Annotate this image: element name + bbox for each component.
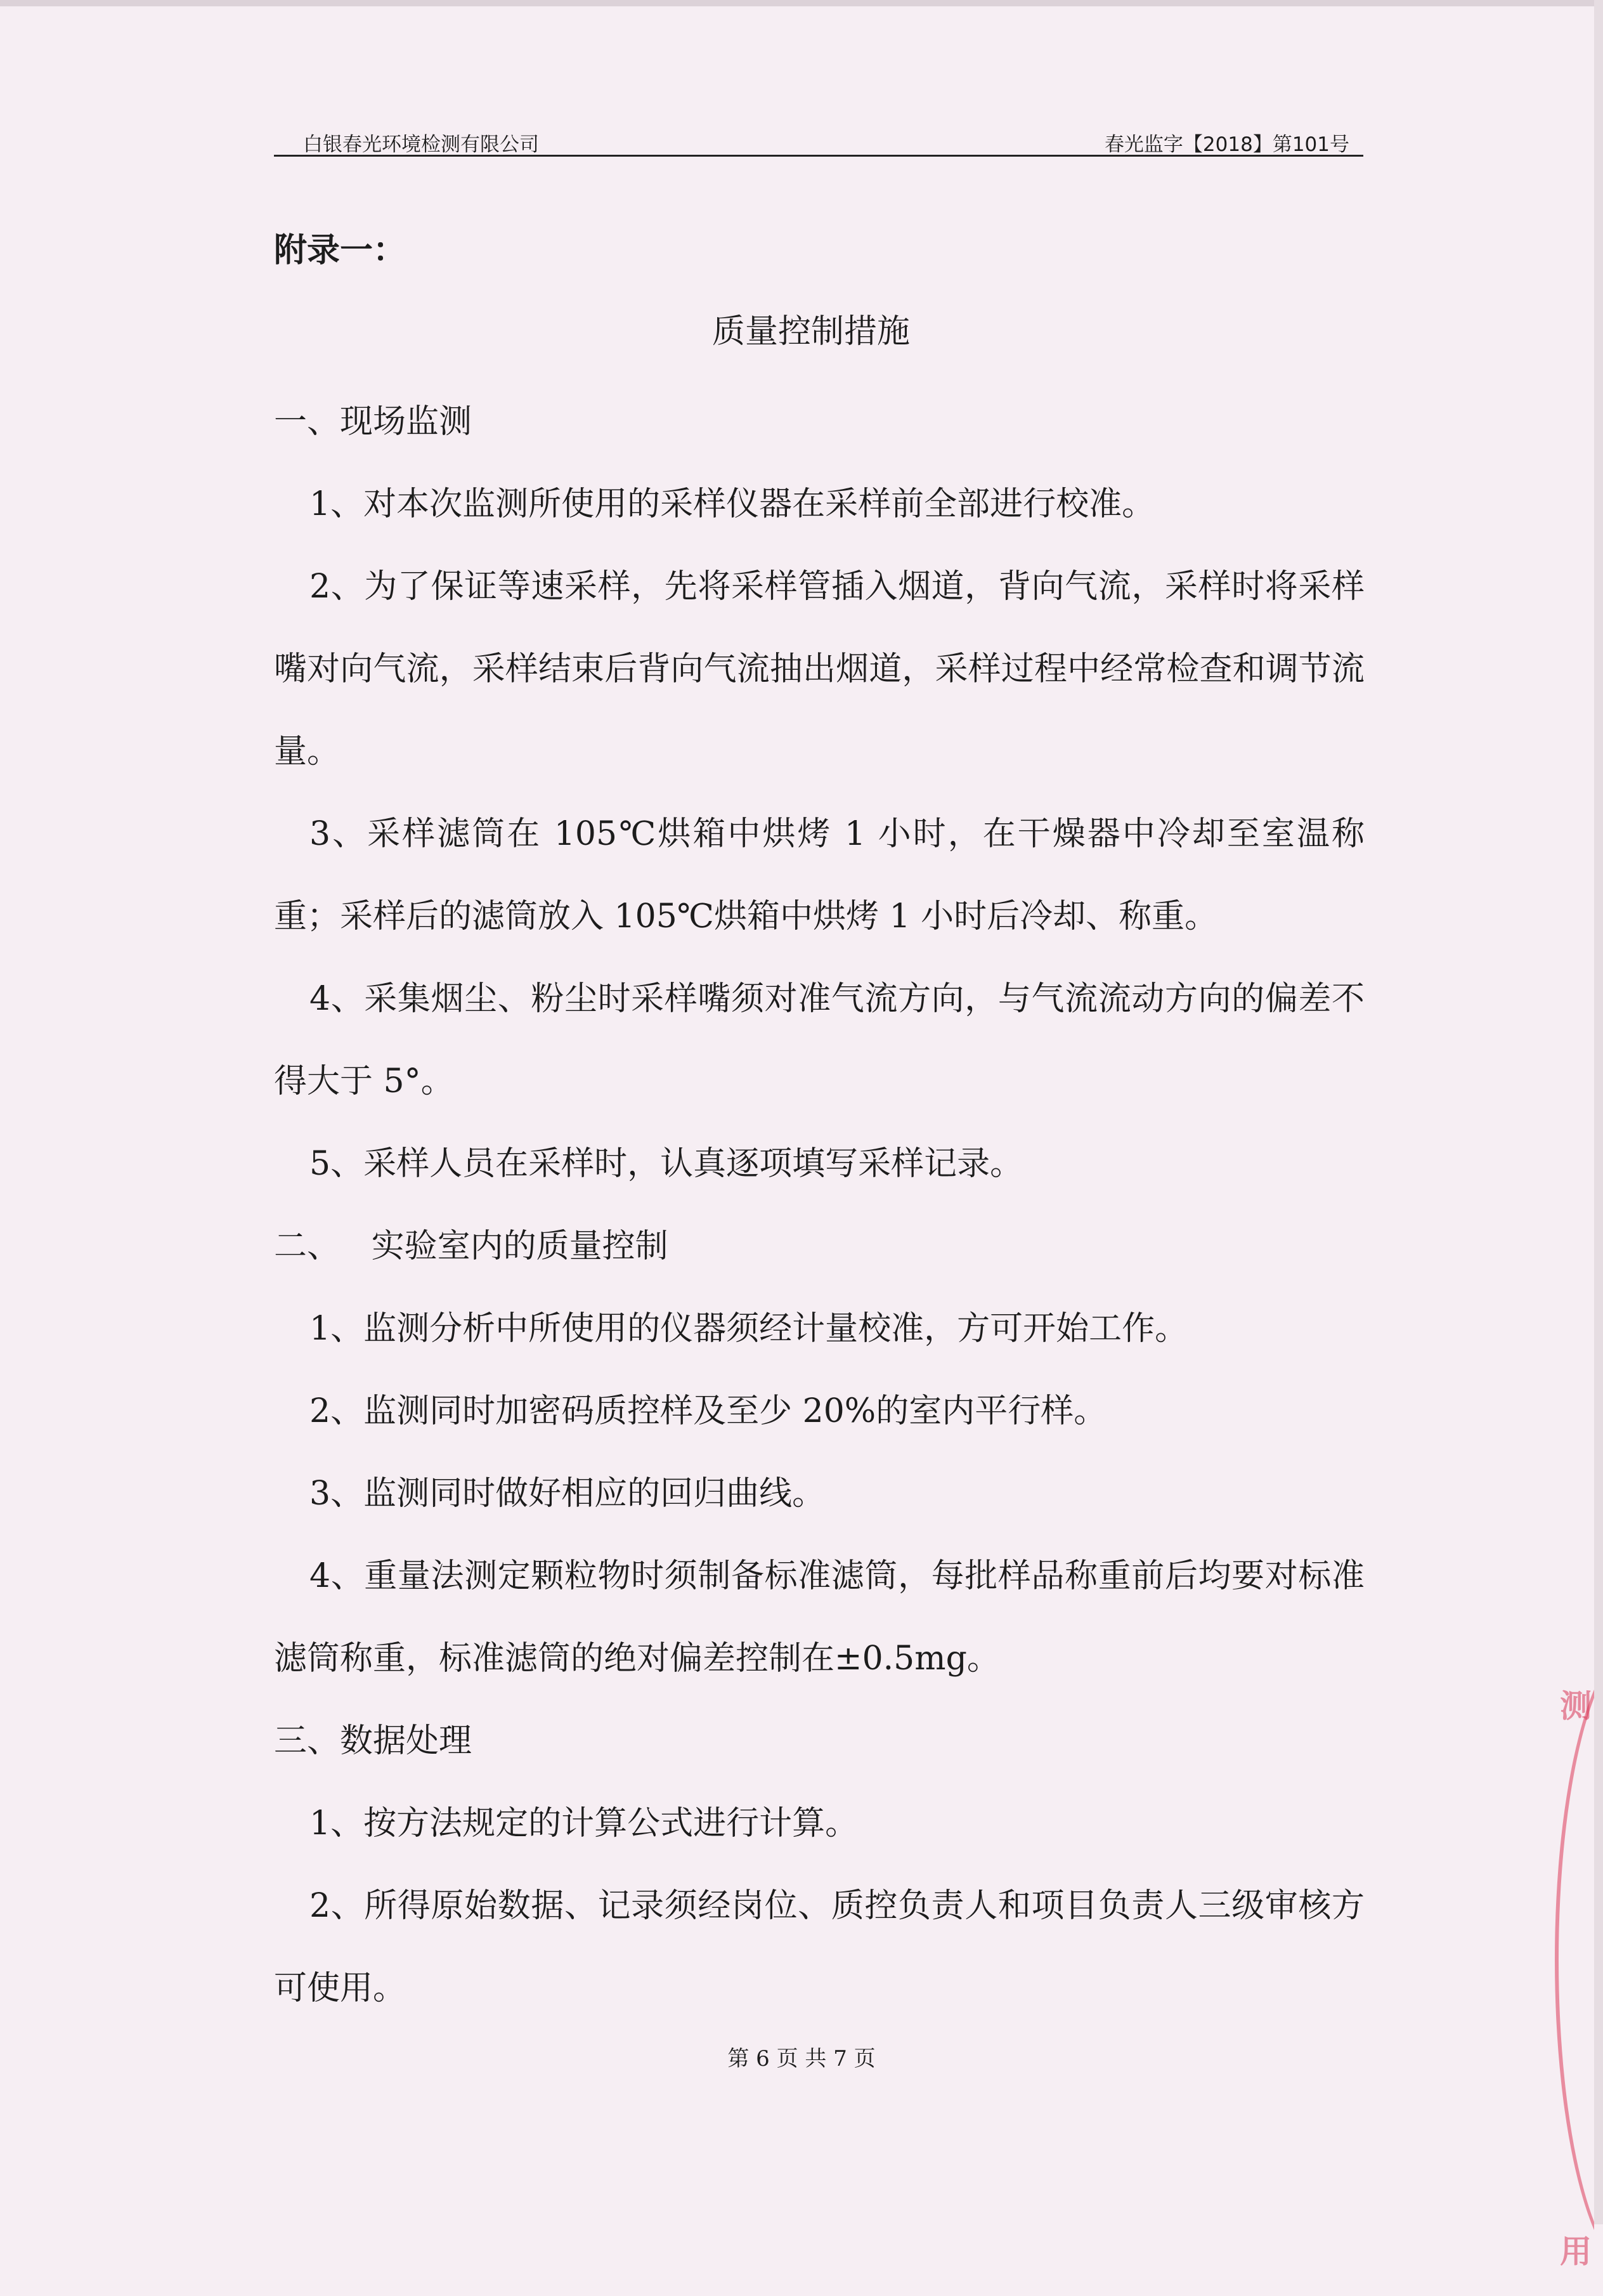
section-heading-lab-quality-control: 二、 实验室内的质量控制 bbox=[274, 1227, 668, 1265]
seal-stamp bbox=[1552, 1643, 1594, 2296]
document-body bbox=[274, 381, 1365, 2030]
seal-char: 用 bbox=[1560, 2233, 1592, 2270]
list-item: 1、按方法规定的计算公式进行计算。 bbox=[309, 1804, 859, 1843]
document-title: 质量控制措施 bbox=[711, 313, 910, 351]
appendix-label: 附录一： bbox=[274, 232, 406, 270]
list-item: 2、监测同时加密码质控样及至少 20%的室内平行样。 bbox=[309, 1392, 1107, 1430]
header-doc-number: 春光监字【2018】第101号 bbox=[1104, 133, 1349, 156]
seal-ring bbox=[1555, 1643, 1594, 2277]
seal-char: 测 bbox=[1560, 1688, 1592, 1725]
list-item: 4、采集烟尘、粉尘时采样嘴须对准气流方向，与气流流动方向的偏差不得大于 5°。 bbox=[274, 980, 1365, 1100]
list-item: 4、重量法测定颗粒物时须制备标准滤筒，每批样品称重前后均要对标准滤筒称重，标准滤筒的绝对偏差控制在±0.5mg。 bbox=[274, 1557, 1365, 1678]
list-item: 5、采样人员在采样时，认真逐项填写采样记录。 bbox=[309, 1145, 1023, 1183]
list-item: 3、监测同时做好相应的回归曲线。 bbox=[309, 1475, 826, 1513]
page-header bbox=[274, 124, 1363, 157]
paper-top-edge bbox=[0, 0, 1603, 6]
list-item: 1、监测分析中所使用的仪器须经计量校准，方可开始工作。 bbox=[309, 1310, 1188, 1348]
header-company: 白银春光环境检测有限公司 bbox=[303, 133, 539, 156]
section-heading-field-monitoring: 一、现场监测 bbox=[274, 403, 472, 441]
list-item: 3、采样滤筒在 105℃烘箱中烘烤 1 小时，在干燥器中冷却至室温称重；采样后的滤筒放入 105℃烘箱中烘烤 1 小时后冷却、称重。 bbox=[274, 815, 1365, 936]
list-item: 2、为了保证等速采样，先将采样管插入烟道，背向气流，采样时将采样嘴对向气流，采样结束后背向气流抽出烟道，采样过程中经常检查和调节流量。 bbox=[274, 568, 1365, 771]
list-item: 2、所得原始数据、记录须经岗位、质控负责人和项目负责人三级审核方可使用。 bbox=[274, 1887, 1365, 2007]
list-item: 1、对本次监测所使用的采样仪器在采样前全部进行校准。 bbox=[309, 485, 1155, 523]
page-footer: 第 6 页 共 7 页 bbox=[727, 2046, 876, 2071]
section-heading-data-processing: 三、数据处理 bbox=[274, 1722, 472, 1760]
